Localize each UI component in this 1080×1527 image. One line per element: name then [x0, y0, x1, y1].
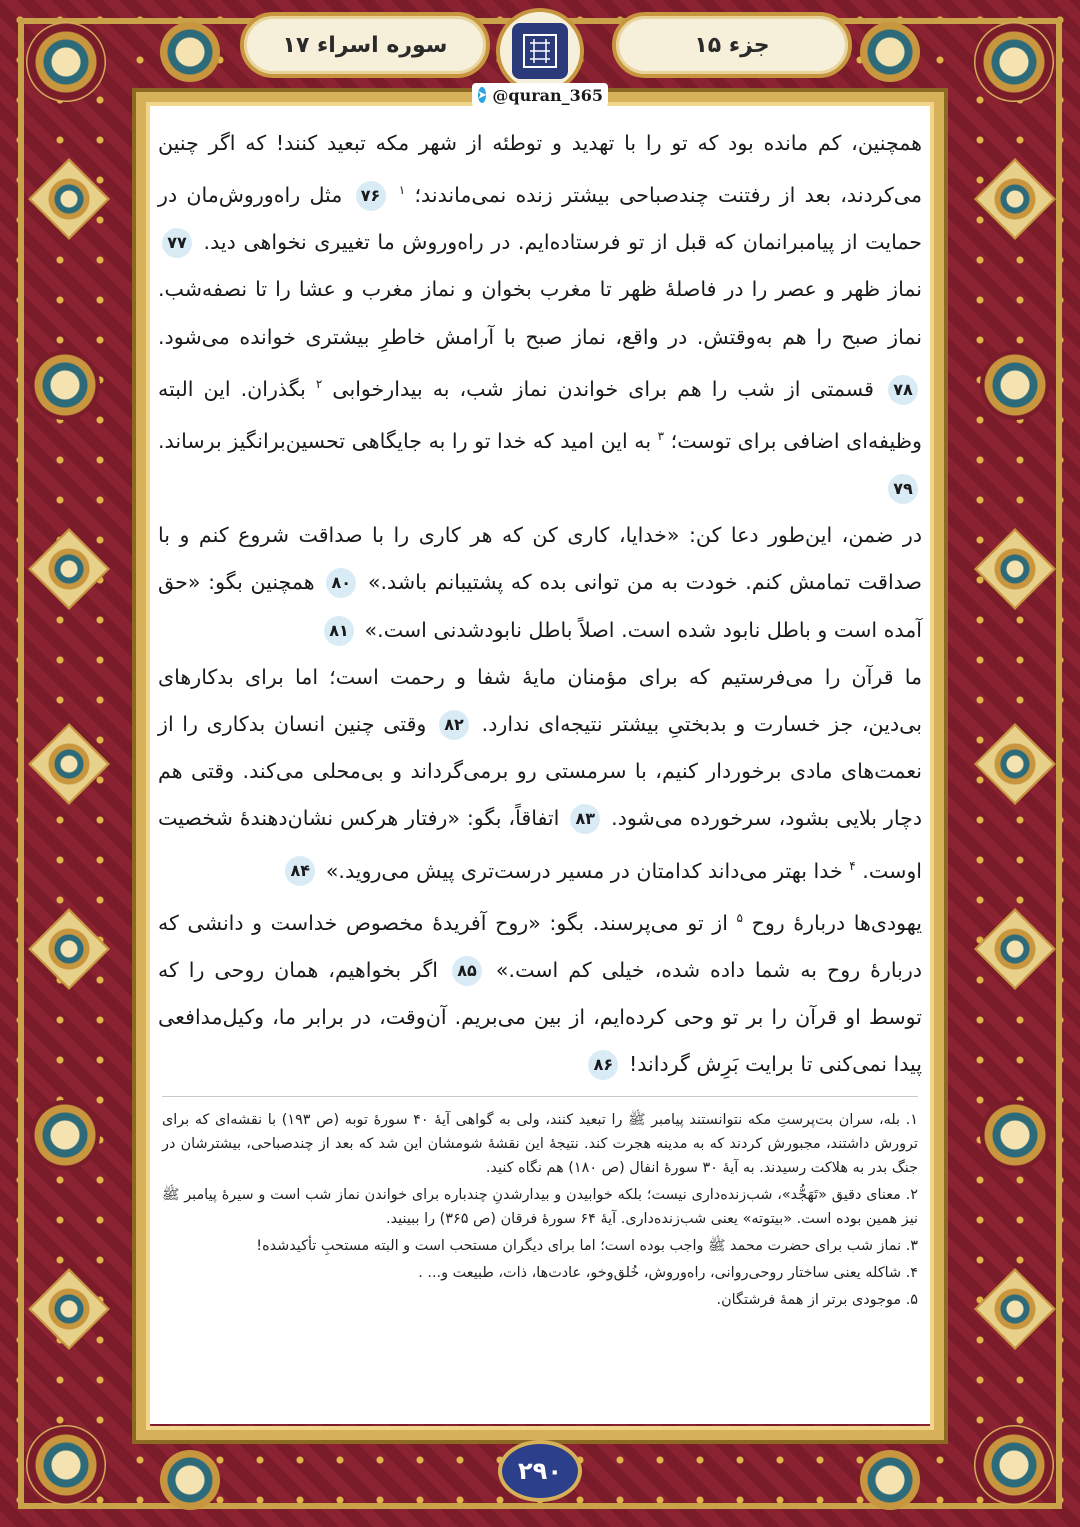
ayah-number-badge: ۸۲ — [439, 710, 469, 740]
verse-text: در ضمن، این‌طور دعا کن: «خدایا، کاری کن که هر کاری را با صداقت شروع کنم و با صداقت تمامش کنم. خودت به من توانی بده که پشتیبانم باشد.» — [158, 523, 923, 595]
ayah-number-badge: ۷۷ — [162, 228, 192, 258]
corner-medallion-icon — [26, 22, 106, 102]
translation-text — [158, 120, 922, 1088]
footnote-marker: ۲ — [315, 376, 323, 391]
ayah-number-badge: ۸۵ — [452, 956, 482, 986]
paragraph — [158, 895, 922, 1089]
verse-text: نماز ظهر و عصر را در فاصلهٔ ظهر تا مغرب بخوان و نماز مغرب و عشا را تا نصفه‌شب. نماز صبح را هم به‌وقتش. در واقع، نماز صبح با آرامش خاطرِ بیشتری خوانده می‌شود. — [158, 277, 922, 349]
verse-text: خدا بهتر می‌داند کدامتان در مسیر درست‌تری پیش می‌روید.» — [325, 858, 843, 883]
side-medallion-icon — [980, 1100, 1050, 1170]
calligraphy-logo-icon — [512, 23, 568, 79]
footnote-marker: ۳ — [657, 428, 665, 443]
footnote-marker: ۴ — [849, 858, 856, 873]
ayah-number-badge: ۷۸ — [888, 375, 918, 405]
ayah-number-badge: ۷۹ — [888, 474, 918, 504]
verse-text: قسمتی از شب را هم برای خواندن نماز شب، به بیدارخوابی — [332, 376, 874, 401]
paragraph — [158, 120, 922, 512]
telegram-icon: ➤ — [478, 87, 486, 103]
logo-emblem — [496, 8, 584, 94]
side-medallion-icon — [980, 350, 1050, 420]
ayah-number-badge: ۸۰ — [326, 568, 356, 598]
footnote-item: ۱. بله، سران بت‌پرستِ مکه نتوانستند پیامبر ﷺ را تبعید کنند، ولی به گواهی آیهٔ ۴۰ سورهٔ توبه (ص ۱۹۳) با نقشه‌ای که برای ترورش داشتند، مجبورش کردند که به مدینه هجرت کند. نتیجهٔ این نقشهٔ شومشان این شد که بعد از چندصباحی، بیشترشان در جنگ بدر به هلاکت رسیدند. به آیهٔ ۳۰ سورهٔ انفال (ص ۱۸۰) هم نگاه کنید. — [162, 1112, 918, 1176]
footnote-marker: ۱ — [398, 183, 406, 198]
bottom-medallion-icon — [860, 1450, 920, 1510]
page-number: ۲۹۰ — [518, 1457, 562, 1485]
corner-medallion-icon — [26, 1425, 106, 1505]
footnote-marker: ۵ — [736, 910, 743, 925]
top-medallion-icon — [860, 22, 920, 82]
paragraph — [158, 512, 922, 654]
corner-medallion-icon — [974, 22, 1054, 102]
verse-text: همچنین بگو: «حق آمده است و باطل نابود شده است. اصلاً باطل نابودشدنی است.» — [158, 570, 922, 642]
paragraph — [158, 654, 922, 895]
verse-text: ما قرآن را می‌فرستیم که برای مؤمنان مایهٔ شفا و رحمت است؛ اما برای بدکارهای بی‌دین، جز خسارت و بدبختیِ بیشتر نتیجه‌ای ندارد. — [158, 664, 923, 737]
footnote-item: ۲. معنای دقیق «تَهَجُّد»، شب‌زنده‌داری نیست؛ بلکه خوابیدن و بیدارشدنِ چندباره برای خواندن نماز شب است و سیرهٔ پیامبر ﷺ نیز همین بوده است. «بیتوته» یعنی شب‌زنده‌داری. آیهٔ ۶۴ سورهٔ فرقان (ص ۳۶۵) را ببینید. — [162, 1187, 918, 1227]
verse-text: مثل راه‌وروش‌مان در حمایت از پیامبرانمان که قبل از تو فرستاده‌ایم. در راه‌وروش ما تغییری نخواهی دید. — [158, 183, 922, 255]
verse-text: وقتی چنین انسان بدکاری را از نعمت‌های مادی برخوردار کنیم، با سرمستی رو برمی‌گرداند و بی‌محلی می‌کند. وقتی هم دچار بلایی بشود، سرخورده می‌شود. — [158, 712, 923, 831]
verse-text: به این امید که خدا تو را به جایگاهی تحسین‌برانگیز برساند. — [158, 428, 652, 453]
footnote-divider — [162, 1096, 918, 1097]
verse-text: همچنین، کم مانده بود که تو را با تهدید و توطئه از شهر مکه تبعید کنند! که اگر چنین می‌کردند، بعد از رفتنت چندصباحی بیشتر زنده نمی‌ماندند؛ — [158, 131, 923, 208]
verse-text: یهودی‌ها دربارهٔ روح — [751, 910, 923, 935]
page-number-badge — [498, 1440, 582, 1502]
footnote-item: ۴. شاکله یعنی ساختار روحی‌روانی، راه‌وروش، خُلق‌وخو، عادت‌ها، ذات، طبیعت و... . — [418, 1265, 918, 1281]
ayah-number-badge: ۸۱ — [324, 616, 354, 646]
content-area — [150, 106, 930, 1424]
ayah-number-badge: ۸۴ — [285, 856, 315, 886]
footnote-item: ۵. موجودی برتر از همهٔ فرشتگان. — [716, 1292, 918, 1308]
surah-cartouche — [240, 12, 490, 78]
footnotes — [162, 1108, 918, 1315]
handle-text: @quran_365 — [492, 85, 604, 105]
verse-text: اتفاقاً، بگو: «رفتار هرکس نشان‌دهندهٔ شخصیت اوست. — [158, 806, 922, 883]
side-medallion-icon — [30, 1100, 100, 1170]
verse-text: از تو می‌پرسند. بگو: «روح آفریدهٔ مخصوص خداست و دانشی که دربارهٔ روح به شما داده شده، خیلی کم است.» — [158, 910, 922, 982]
ayah-number-badge: ۸۳ — [570, 804, 600, 834]
juz-cartouche — [612, 12, 852, 78]
telegram-handle[interactable] — [472, 83, 608, 107]
side-medallion-icon — [30, 350, 100, 420]
juz-title: جزء ۱۵ — [694, 32, 770, 58]
surah-title: سوره اسراء ۱۷ — [282, 32, 448, 58]
footnote-item: ۳. نماز شب برای حضرت محمد ﷺ واجب بوده است؛ اما برای دیگران مستحب است و البته مستحبِ تأکیدشده! — [256, 1238, 918, 1254]
bottom-medallion-icon — [160, 1450, 220, 1510]
corner-medallion-icon — [974, 1425, 1054, 1505]
verse-text: اگر بخواهیم، همان روحی را که توسط او قرآن را بر تو وحی کرده‌ایم، از بین می‌بریم. آن‌وقت، در برابر ما، وکیل‌مدافعی پیدا نمی‌کنی تا برایت بَرِش گرداند! — [158, 957, 922, 1077]
ayah-number-badge: ۷۶ — [356, 181, 386, 211]
verse-text: بگذران. این البته وظیفه‌ای اضافی برای توست؛ — [158, 376, 922, 453]
ayah-number-badge: ۸۶ — [588, 1050, 618, 1080]
top-medallion-icon — [160, 22, 220, 82]
